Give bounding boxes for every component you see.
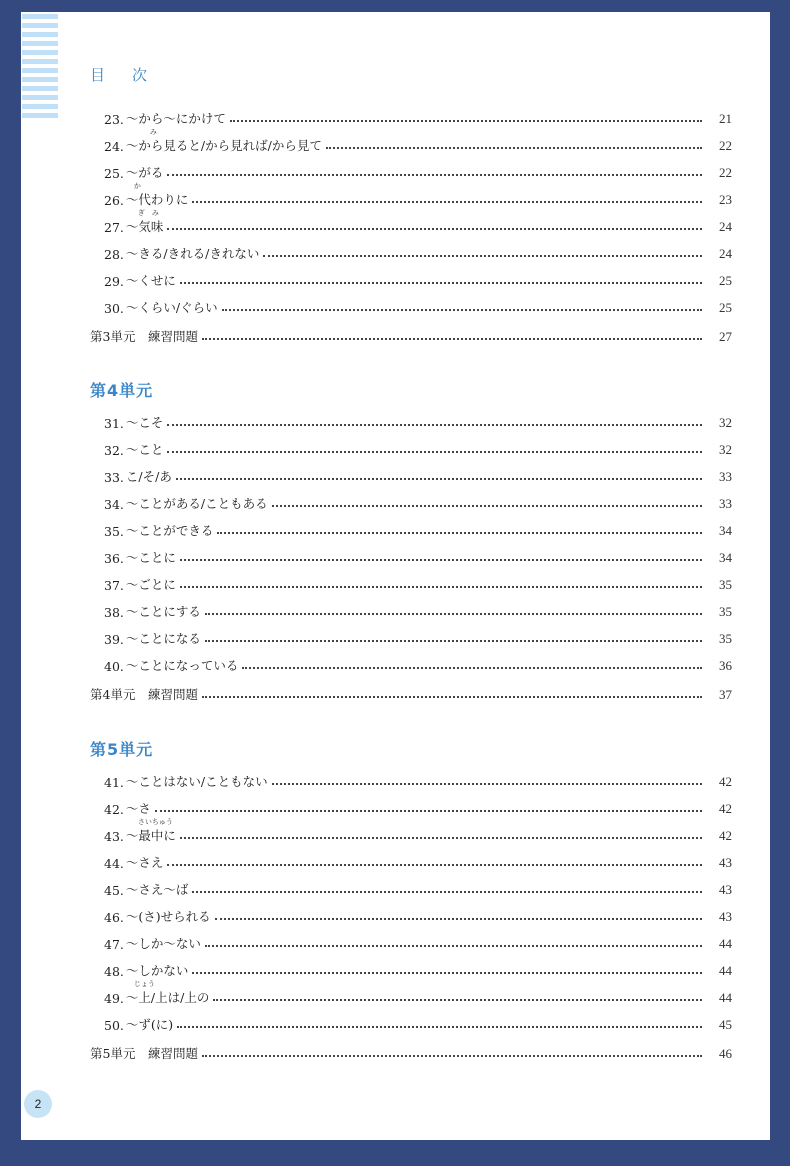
entry-label: [126, 271, 176, 289]
entry-label: [125, 980, 210, 1006]
toc-entry[interactable]: [104, 623, 732, 647]
entry-number: 31.: [104, 416, 124, 431]
entry-label-text: ～ことがある/こともある: [125, 496, 268, 511]
entry-number: 44.: [104, 856, 124, 871]
entry-label: [126, 656, 239, 674]
dotted-leader: [272, 783, 702, 785]
entry-label: [126, 907, 211, 925]
toc-entry[interactable]: [104, 650, 732, 674]
entry-page-number: 45: [719, 1017, 732, 1032]
furigana: じょう: [133, 980, 155, 988]
entry-label: [126, 961, 189, 979]
entry-label-text: ～ことになる: [125, 631, 201, 646]
entry-label-text: ～ことができる: [125, 523, 214, 538]
entry-label: [125, 128, 322, 154]
dotted-leader: [202, 338, 702, 340]
entry-page-number: 44: [719, 936, 732, 951]
toc-entry[interactable]: [104, 874, 732, 898]
entry-label: [126, 772, 268, 790]
toc-entry[interactable]: [104, 569, 732, 593]
entry-number: 40.: [104, 659, 124, 674]
dotted-leader: [242, 667, 702, 669]
entry-label-text: 第3単元 練習問題: [90, 329, 198, 344]
entry-label: [126, 602, 201, 620]
corner-stripes-decoration: [22, 14, 58, 120]
entry-page-number: 32: [719, 415, 732, 430]
entry-label-text: ～しかない: [125, 963, 189, 978]
entry-label-text: ～ことになっている: [125, 658, 239, 673]
entry-number: 30.: [104, 301, 124, 316]
entry-page-number: 35: [719, 577, 732, 592]
entry-label: [126, 548, 176, 566]
entry-label-text: ～こと: [125, 442, 164, 457]
entry-number: 50.: [104, 1018, 124, 1033]
toc-entry[interactable]: [104, 820, 732, 844]
entry-label: [126, 1015, 173, 1033]
entry-number: 35.: [104, 524, 124, 539]
toc-entry[interactable]: [104, 766, 732, 790]
toc-entry[interactable]: [104, 928, 732, 952]
entry-page-number: 44: [719, 963, 732, 978]
entry-number: 33.: [104, 470, 124, 485]
entry-number: 37.: [104, 578, 124, 593]
entry-page-number: 21: [719, 111, 732, 126]
dotted-leader: [180, 837, 702, 839]
entry-label-text: ～から見ると/から見れば/から見て: [125, 138, 322, 153]
entry-number: 34.: [104, 497, 124, 512]
entry-label: [126, 440, 164, 458]
furigana: さいちゅう: [137, 818, 173, 826]
entry-label: [126, 244, 259, 262]
dotted-leader: [263, 255, 702, 257]
entry-page-number: 32: [719, 442, 732, 457]
entry-label-text: ～ず(に): [125, 1017, 174, 1032]
furigana: ぎ み: [137, 209, 159, 217]
entry-label-text: ～気味: [125, 219, 164, 234]
entry-label-text: 第4単元 練習問題: [90, 687, 198, 702]
dotted-leader: [180, 586, 702, 588]
entry-label: [125, 818, 176, 844]
dotted-leader: [205, 613, 702, 615]
toc-title: 目 次: [90, 66, 154, 84]
furigana: み: [149, 128, 157, 136]
toc-entry[interactable]: [104, 238, 732, 262]
entry-number: 41.: [104, 775, 124, 790]
entry-label: [126, 575, 176, 593]
entry-label-text: ～こそ: [125, 415, 164, 430]
entry-label: [126, 298, 218, 316]
entry-label-text: ～ごとに: [125, 577, 176, 592]
toc-entry[interactable]: [104, 1009, 732, 1033]
entry-label-text: ～ことはない/こともない: [125, 774, 268, 789]
entry-page-number: 44: [719, 990, 732, 1005]
entry-page-number: 27: [719, 329, 732, 344]
entry-label: [126, 109, 226, 127]
toc-entry[interactable]: [104, 184, 732, 208]
entry-number: 38.: [104, 605, 124, 620]
entry-page-number: 24: [719, 219, 732, 234]
dotted-leader: [213, 999, 702, 1001]
entry-page-number: 22: [719, 165, 732, 180]
entry-page-number: 43: [719, 909, 732, 924]
entry-label: [125, 182, 189, 208]
entry-label: [90, 685, 198, 703]
entry-label-text: こ/そ/あ: [125, 469, 172, 484]
entry-page-number: 43: [719, 882, 732, 897]
dotted-leader: [180, 282, 702, 284]
entry-page-number: 46: [719, 1046, 732, 1061]
furigana: か: [133, 182, 141, 190]
dotted-leader: [192, 972, 702, 974]
entry-page-number: 25: [719, 300, 732, 315]
entry-label: [125, 209, 164, 235]
entry-page-number: 24: [719, 246, 732, 261]
entry-label-text: ～ことにする: [125, 604, 201, 619]
dotted-leader: [192, 891, 702, 893]
entry-label-text: ～さ: [125, 801, 151, 816]
entry-number: 46.: [104, 910, 124, 925]
toc-entry[interactable]: [104, 265, 732, 289]
dotted-leader: [155, 810, 702, 812]
toc-entry[interactable]: [104, 955, 732, 979]
dotted-leader: [167, 424, 702, 426]
entry-page-number: 34: [719, 523, 732, 538]
entry-page-number: 33: [719, 469, 732, 484]
dotted-leader: [272, 505, 702, 507]
dotted-leader: [205, 640, 702, 642]
entry-number: 29.: [104, 274, 124, 289]
toc-entry[interactable]: [104, 793, 732, 817]
entry-label: [126, 521, 214, 539]
entry-label: [126, 880, 189, 898]
entry-label-text: ～上/上は/上の: [125, 990, 210, 1005]
entry-page-number: 37: [719, 687, 732, 702]
entry-page-number: 42: [719, 828, 732, 843]
dotted-leader: [176, 478, 702, 480]
entry-label-text: 第5単元 練習問題: [90, 1046, 198, 1061]
entry-page-number: 43: [719, 855, 732, 870]
entry-label-text: ～代わりに: [125, 192, 189, 207]
dotted-leader: [192, 201, 702, 203]
toc-entry[interactable]: [104, 103, 732, 127]
dotted-leader: [202, 1055, 702, 1057]
entry-number: 47.: [104, 937, 124, 952]
entry-label: [90, 1044, 198, 1062]
entry-number: 45.: [104, 883, 124, 898]
entry-label: [126, 629, 201, 647]
section-heading-unit4: 第4単元: [90, 381, 154, 400]
toc-entry[interactable]: [104, 407, 732, 431]
entry-label-text: ～しか～ない: [125, 936, 201, 951]
entry-label: [126, 163, 164, 181]
entry-label-text: ～さえ～ば: [125, 882, 189, 897]
entry-page-number: 25: [719, 273, 732, 288]
section-heading-unit5: 第5単元: [90, 740, 154, 759]
toc-entry[interactable]: [104, 211, 732, 235]
toc-entry[interactable]: [104, 515, 732, 539]
dotted-leader: [222, 309, 702, 311]
entry-number: 32.: [104, 443, 124, 458]
entry-number: 26.: [104, 193, 124, 208]
entry-page-number: 35: [719, 631, 732, 646]
entry-number: 23.: [104, 112, 124, 127]
toc-entry[interactable]: [104, 461, 732, 485]
entry-label-text: ～がる: [125, 165, 164, 180]
dotted-leader: [215, 918, 702, 920]
page-number: 2: [34, 1097, 42, 1111]
entry-label-text: ～から～にかけて: [125, 111, 226, 126]
toc-entry[interactable]: [104, 130, 732, 154]
entry-number: 42.: [104, 802, 124, 817]
entry-label: [90, 327, 198, 345]
dotted-leader: [202, 696, 702, 698]
toc-entry[interactable]: [104, 982, 732, 1006]
dotted-leader: [217, 532, 702, 534]
entry-number: 39.: [104, 632, 124, 647]
entry-label: [126, 934, 201, 952]
toc-entry[interactable]: [104, 901, 732, 925]
entry-label: [126, 413, 164, 431]
toc-unit-exercise-row[interactable]: [90, 321, 732, 345]
entry-label-text: ～さえ: [125, 855, 164, 870]
entry-label: [126, 853, 164, 871]
dotted-leader: [230, 120, 702, 122]
dotted-leader: [205, 945, 702, 947]
entry-number: 28.: [104, 247, 124, 262]
entry-page-number: 22: [719, 138, 732, 153]
dotted-leader: [167, 228, 702, 230]
dotted-leader: [167, 174, 702, 176]
entry-label-text: ～くらい/ぐらい: [125, 300, 218, 315]
toc-entry[interactable]: [104, 292, 732, 316]
entry-page-number: 34: [719, 550, 732, 565]
entry-number: 49.: [104, 991, 124, 1006]
toc-unit-exercise-row[interactable]: [90, 1038, 732, 1062]
toc-entry[interactable]: [104, 596, 732, 620]
entry-number: 24.: [104, 139, 124, 154]
entry-label-text: ～ことに: [125, 550, 176, 565]
entry-page-number: 23: [719, 192, 732, 207]
entry-number: 25.: [104, 166, 124, 181]
entry-label: [126, 494, 268, 512]
dotted-leader: [167, 864, 702, 866]
entry-label: [126, 467, 172, 485]
entry-number: 48.: [104, 964, 124, 979]
entry-label-text: ～(さ)せられる: [125, 909, 211, 924]
entry-label-text: ～最中に: [125, 828, 176, 843]
entry-number: 36.: [104, 551, 124, 566]
toc-entry[interactable]: [104, 157, 732, 181]
entry-number: 43.: [104, 829, 124, 844]
entry-page-number: 35: [719, 604, 732, 619]
entry-page-number: 33: [719, 496, 732, 511]
toc-entry[interactable]: [104, 434, 732, 458]
entry-label: [126, 799, 151, 817]
dotted-leader: [177, 1026, 702, 1028]
dotted-leader: [326, 147, 702, 149]
entry-page-number: 42: [719, 801, 732, 816]
entry-label-text: ～きる/きれる/きれない: [125, 246, 260, 261]
dotted-leader: [167, 451, 702, 453]
entry-label-text: ～くせに: [125, 273, 176, 288]
page-number-badge: [24, 1090, 52, 1118]
toc-entry[interactable]: [104, 847, 732, 871]
toc-entry[interactable]: [104, 542, 732, 566]
toc-unit-exercise-row[interactable]: [90, 679, 732, 703]
entry-page-number: 42: [719, 774, 732, 789]
entry-page-number: 36: [719, 658, 732, 673]
entry-number: 27.: [104, 220, 124, 235]
toc-entry[interactable]: [104, 488, 732, 512]
dotted-leader: [180, 559, 702, 561]
